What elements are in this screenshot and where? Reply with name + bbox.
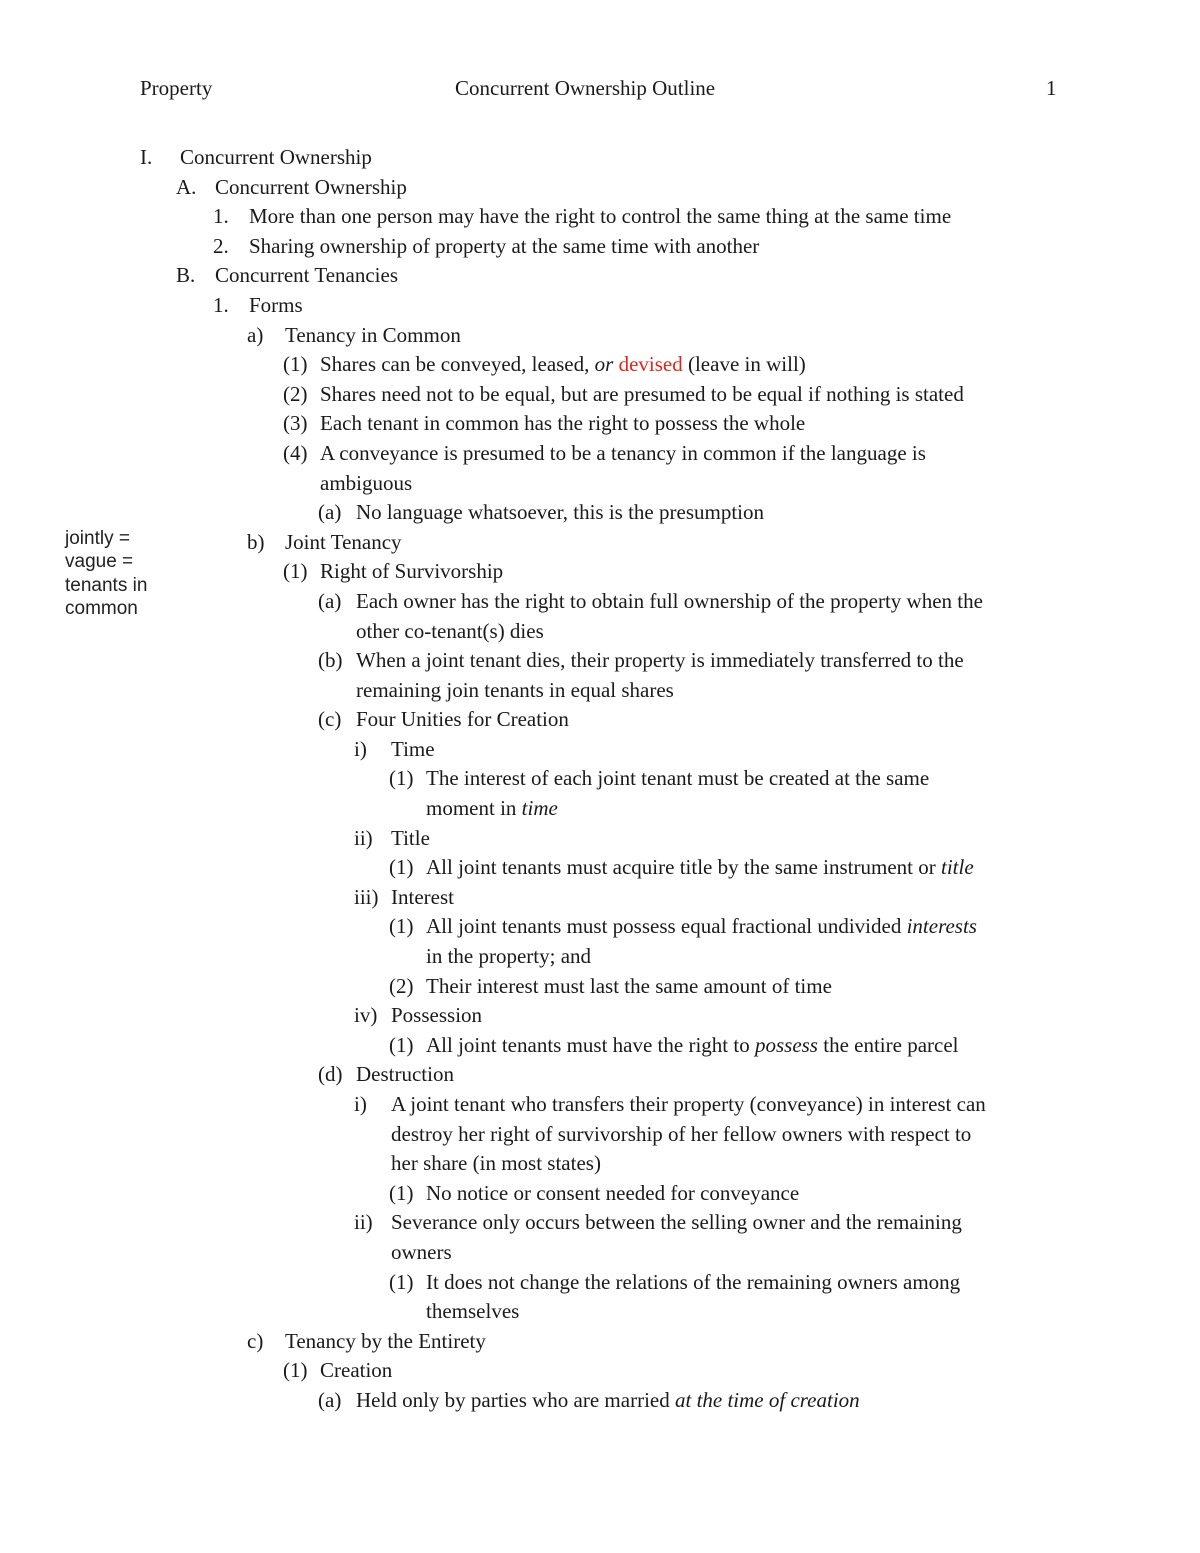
outline-item xyxy=(0,1060,1200,1090)
outline-item xyxy=(0,321,1200,351)
outline-continuation xyxy=(0,469,1200,499)
outline-label: (a) xyxy=(318,1387,342,1412)
outline-text: Title xyxy=(391,825,430,850)
outline-text: Four Unities for Creation xyxy=(356,707,569,732)
outline-text: Each owner has the right to obtain full ownership of the property when the xyxy=(356,588,983,613)
outline-label: (2) xyxy=(389,973,414,998)
outline-label: i) xyxy=(354,1092,367,1116)
outline-item xyxy=(0,1268,1200,1298)
outline-text: Forms xyxy=(249,292,303,317)
outline-item xyxy=(0,1031,1200,1061)
outline-item xyxy=(0,1001,1200,1031)
header-course: Property xyxy=(140,76,213,100)
italic-run: possess xyxy=(754,1032,818,1057)
outline-text: More than one person may have the right to control the same thing at the same time xyxy=(249,204,952,229)
outline-item xyxy=(0,587,1200,617)
outline-continuation xyxy=(0,676,1200,706)
outline-label: (1) xyxy=(389,1180,414,1205)
text-run: moment in xyxy=(426,796,522,821)
outline-text: Sharing ownership of property at the same time with another xyxy=(249,233,760,258)
outline-text: Destruction xyxy=(356,1062,454,1087)
outline-text: in the property; and xyxy=(426,944,592,969)
outline-label: (c) xyxy=(318,707,342,732)
text-run: Held only by parties who are married xyxy=(356,1387,675,1412)
outline-label: (d) xyxy=(318,1062,343,1087)
outline-item xyxy=(0,646,1200,676)
outline-text: owners xyxy=(391,1239,452,1264)
text-run: All joint tenants must have the right to xyxy=(426,1032,755,1057)
outline-item xyxy=(0,380,1200,410)
italic-run: title xyxy=(940,855,974,880)
outline-item xyxy=(0,1327,1200,1357)
outline-label: (1) xyxy=(283,352,308,377)
outline-text: Severance only occurs between the selling owner and the remaining xyxy=(391,1210,962,1235)
outline-label: (1) xyxy=(389,1032,414,1057)
text-run: All joint tenants must acquire title by the same instrument or xyxy=(426,855,941,880)
outline-text: Interest xyxy=(391,884,454,909)
outline-label: i) xyxy=(354,736,367,761)
outline-text: It does not change the relations of the remaining owners among xyxy=(426,1269,961,1294)
outline-label: (1) xyxy=(389,855,414,880)
outline-text: Tenancy in Common xyxy=(285,322,461,347)
outline-label: I. xyxy=(140,145,153,169)
outline-text: A conveyance is presumed to be a tenancy in common if the language is xyxy=(320,440,926,465)
outline-text: No language whatsoever, this is the presumption xyxy=(356,500,764,525)
outline-item xyxy=(0,824,1200,854)
header-title: Concurrent Ownership Outline xyxy=(455,76,716,100)
outline-item xyxy=(0,528,1200,558)
outline-continuation xyxy=(0,1297,1200,1327)
outline-item xyxy=(0,291,1200,321)
outline-label: (a) xyxy=(318,588,342,613)
outline-label: 1. xyxy=(213,204,229,229)
outline-item xyxy=(0,350,1200,380)
outline-text xyxy=(320,350,806,380)
outline-continuation xyxy=(0,617,1200,647)
outline-label: ii) xyxy=(354,825,373,850)
outline-text: No notice or consent needed for conveyance xyxy=(426,1180,800,1205)
outline-item xyxy=(0,1090,1200,1120)
italic-run: interests xyxy=(906,914,977,939)
italic-run: at the time of creation xyxy=(674,1387,860,1412)
outline-label: iii) xyxy=(354,884,379,909)
outline-label: (1) xyxy=(283,559,308,584)
outline-text: Tenancy by the Entirety xyxy=(285,1328,486,1353)
outline-item xyxy=(0,883,1200,913)
outline-label: (a) xyxy=(318,500,342,525)
outline-text: Joint Tenancy xyxy=(285,529,402,554)
outline-item xyxy=(0,498,1200,528)
text-run: All joint tenants must possess equal fractional undivided xyxy=(426,914,907,939)
outline-item xyxy=(0,705,1200,735)
outline-label: 2. xyxy=(213,233,229,258)
outline-label: (3) xyxy=(283,411,308,436)
italic-run: time xyxy=(521,796,558,821)
outline-label: a) xyxy=(247,322,264,347)
outline-text: her share (in most states) xyxy=(391,1151,601,1176)
outline-item xyxy=(0,853,1200,883)
outline-continuation xyxy=(0,942,1200,972)
outline-text: ambiguous xyxy=(320,470,413,495)
outline-text: Time xyxy=(391,736,435,761)
outline-label: (b) xyxy=(318,648,343,673)
outline-text: themselves xyxy=(426,1299,520,1324)
outline-label: ii) xyxy=(354,1210,373,1235)
outline-text: destroy her right of survivorship of her fellow owners with respect to xyxy=(391,1121,972,1146)
text-run: the entire parcel xyxy=(817,1032,959,1057)
outline-item xyxy=(0,912,1200,942)
outline-text xyxy=(356,1386,860,1416)
outline-text: other co-tenant(s) dies xyxy=(356,618,544,643)
outline-text: Concurrent Tenancies xyxy=(215,263,398,288)
italic-run: or xyxy=(594,352,614,377)
text-run: Shares can be conveyed, leased, xyxy=(320,352,595,377)
outline-text: Their interest must last the same amount of time xyxy=(426,973,832,998)
outline xyxy=(0,143,1200,1416)
outline-continuation xyxy=(0,1120,1200,1150)
outline-text: Shares need not to be equal, but are presumed to be equal if nothing is stated xyxy=(320,381,964,406)
outline-item xyxy=(0,557,1200,587)
outline-text: A joint tenant who transfers their property (conveyance) in interest can xyxy=(391,1092,986,1116)
outline-label: iv) xyxy=(354,1003,378,1028)
outline-text: Right of Survivorship xyxy=(320,559,504,584)
outline-label: (4) xyxy=(283,440,308,465)
outline-label: c) xyxy=(247,1328,264,1353)
outline-item xyxy=(0,261,1200,291)
outline-item xyxy=(0,232,1200,262)
outline-label: (1) xyxy=(389,766,414,791)
outline-item xyxy=(0,439,1200,469)
outline-text: Each tenant in common has the right to possess the whole xyxy=(320,411,806,436)
outline-text: Creation xyxy=(320,1358,393,1383)
outline-item xyxy=(0,409,1200,439)
outline-item xyxy=(0,173,1200,203)
outline-item xyxy=(0,1208,1200,1238)
outline-text: Concurrent Ownership xyxy=(180,145,372,169)
outline-continuation xyxy=(0,794,1200,824)
outline-label: A. xyxy=(176,174,197,199)
outline-item xyxy=(0,735,1200,765)
outline-item xyxy=(0,1386,1200,1416)
outline-text xyxy=(426,912,977,942)
outline-item xyxy=(0,1356,1200,1386)
outline-label: (1) xyxy=(283,1358,308,1383)
outline-label: 1. xyxy=(213,292,229,317)
outline-item xyxy=(0,764,1200,794)
outline-item xyxy=(0,1179,1200,1209)
outline-label: (1) xyxy=(389,914,414,939)
outline-text xyxy=(426,853,974,883)
outline-text: Concurrent Ownership xyxy=(215,174,407,199)
outline-label: (2) xyxy=(283,381,308,406)
outline-text xyxy=(426,794,558,824)
outline-item xyxy=(0,972,1200,1002)
outline-text: Possession xyxy=(391,1003,483,1028)
outline-text xyxy=(426,1031,958,1061)
outline-item xyxy=(0,143,1200,173)
outline-item xyxy=(0,202,1200,232)
text-run: (leave in will) xyxy=(682,352,806,377)
header-page-number: 1 xyxy=(1046,76,1057,100)
outline-text: The interest of each joint tenant must be created at the same xyxy=(426,766,930,791)
outline-label: (1) xyxy=(389,1269,414,1294)
red-highlight-run: devised xyxy=(618,352,683,377)
outline-text: remaining join tenants in equal shares xyxy=(356,677,674,702)
outline-text: When a joint tenant dies, their property is immediately transferred to the xyxy=(356,648,964,673)
margin-comment: jointly = vague = tenants in common xyxy=(65,528,148,619)
outline-label: B. xyxy=(176,263,196,288)
outline-continuation xyxy=(0,1238,1200,1268)
outline-continuation xyxy=(0,1149,1200,1179)
outline-label: b) xyxy=(247,529,265,554)
